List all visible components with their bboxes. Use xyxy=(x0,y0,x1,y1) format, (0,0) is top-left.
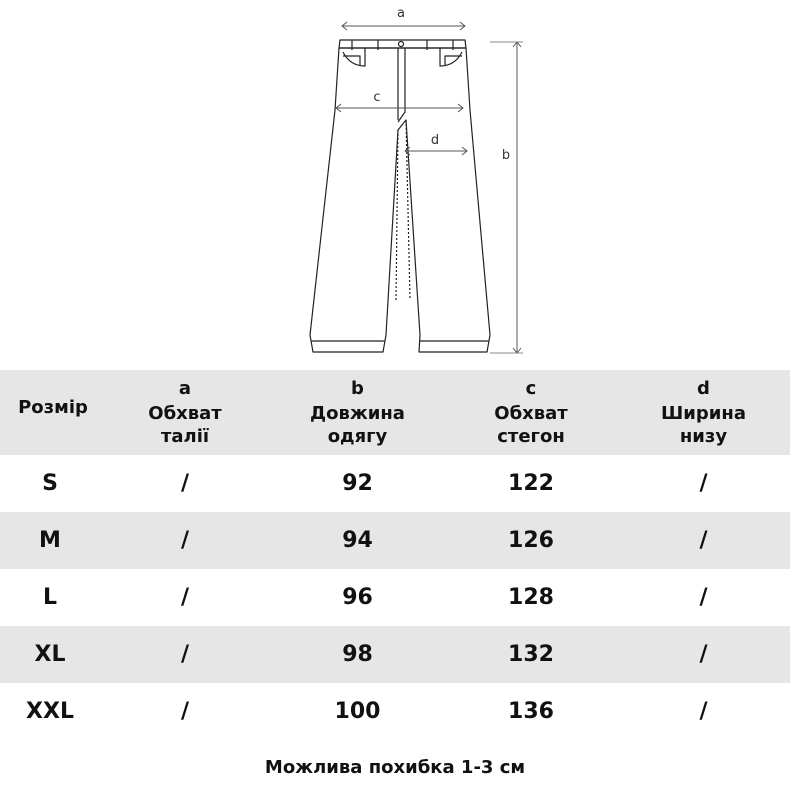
cell-b: 92 xyxy=(342,471,373,496)
cell-size: S xyxy=(42,471,58,496)
cell-size: L xyxy=(42,585,58,610)
header-waist xyxy=(100,377,270,448)
tolerance-note: Можлива похибка 1-3 см xyxy=(264,757,526,778)
dimension-c-label: c xyxy=(373,90,381,105)
cell-a: / xyxy=(180,471,190,496)
table-row xyxy=(0,626,790,683)
cell-c: 132 xyxy=(508,642,554,667)
table-row xyxy=(0,512,790,569)
cell-d: / xyxy=(699,471,708,496)
table-row xyxy=(0,455,790,512)
header-line2: стегон xyxy=(497,426,565,447)
cell-c: 126 xyxy=(508,528,554,553)
table-row xyxy=(0,683,790,740)
header-line1: Ширина xyxy=(661,403,746,424)
pants-diagram xyxy=(0,0,790,370)
table-header-row xyxy=(0,370,790,455)
header-letter: b xyxy=(351,378,364,399)
header-length xyxy=(270,377,445,448)
header-line1: Довжина xyxy=(310,403,405,424)
dimension-d-label: d xyxy=(430,133,440,148)
header-line1: Обхват xyxy=(148,403,222,424)
dimension-b-label: b xyxy=(501,148,511,163)
header-line1: Обхват xyxy=(494,403,568,424)
cell-b: 94 xyxy=(342,528,373,553)
cell-size: M xyxy=(39,528,61,553)
table-row xyxy=(0,569,790,626)
cell-b: 96 xyxy=(342,585,373,610)
cell-a: / xyxy=(180,585,190,610)
header-letter: d xyxy=(697,378,710,399)
cell-a: / xyxy=(180,528,190,553)
pants-outline xyxy=(310,48,490,352)
header-size: Розмір xyxy=(18,397,88,418)
cell-c: 136 xyxy=(508,699,554,724)
cell-b: 100 xyxy=(334,699,381,724)
dimension-a-label: a xyxy=(397,6,405,21)
cell-size: XL xyxy=(34,642,66,667)
size-table xyxy=(0,370,790,740)
header-line2: талії xyxy=(160,426,210,447)
header-line2: одягу xyxy=(327,426,388,447)
cell-a: / xyxy=(180,699,190,724)
cell-b: 98 xyxy=(342,642,373,667)
cell-c: 128 xyxy=(508,585,554,610)
cell-d: / xyxy=(699,528,708,553)
cell-a: / xyxy=(180,642,190,667)
header-line2: низу xyxy=(679,426,728,447)
header-letter: c xyxy=(525,378,537,399)
cell-d: / xyxy=(699,585,708,610)
cell-d: / xyxy=(699,699,708,724)
header-bottom-width xyxy=(617,377,790,448)
cell-size: XXL xyxy=(26,699,74,724)
cell-d: / xyxy=(699,642,708,667)
cell-c: 122 xyxy=(508,471,554,496)
pants-waistband xyxy=(339,40,466,48)
header-hips xyxy=(445,377,617,448)
header-letter: a xyxy=(178,378,192,399)
